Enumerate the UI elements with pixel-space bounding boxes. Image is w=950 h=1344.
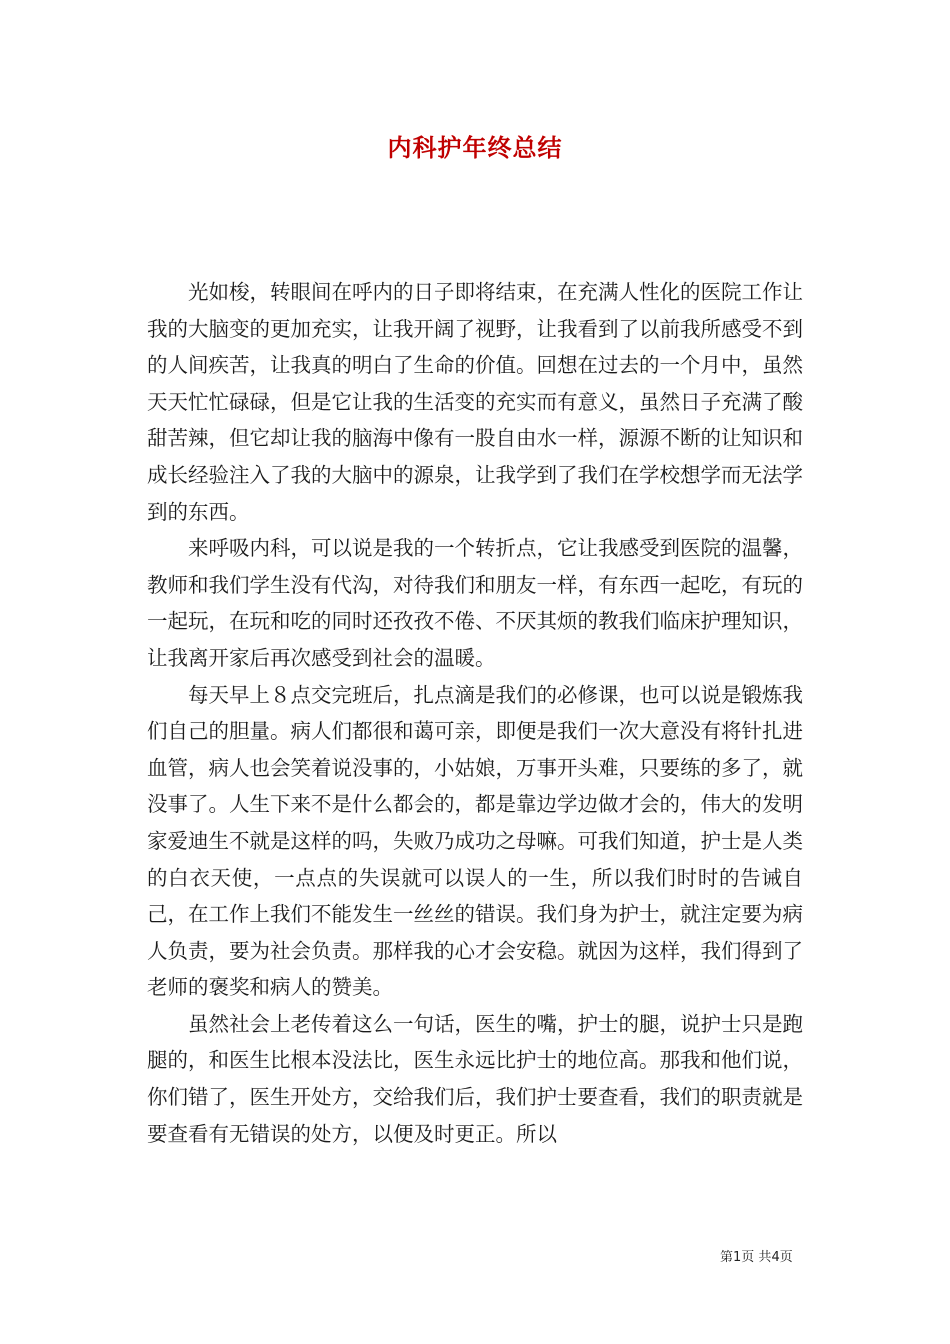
page-title: 内科护年终总结 — [387, 133, 563, 162]
footer-middle: 页 共 — [741, 1250, 772, 1265]
paragraph: 每天早上８点交完班后，扎点滴是我们的必修课，也可以说是锻炼我们自己的胆量。病人们都很和蔼可亲，即便是我们一次大意没有将针扎进血管，病人也会笑着说没事的，小姑娘，万事开头难，只要练的多了，就没事了。人生下来不是什么都会的，都是靠边学边做才会的，伟大的发明家爱迪生不就是这样的吗，失败乃成功之母嘛。可我们知道，护士是人类的白衣天使，一点点的失误就可以误人的一生，所以我们时时的告诫自己，在工作上我们不能发生一丝丝的错误。我们身为护士，就注定要为病人负责，要为社会负责。那样我的心才会安稳。就因为这样，我们得到了老师的褒奖和病人的赞美。 — [147, 682, 803, 1000]
paragraph: 虽然社会上老传着这么一句话，医生的嘴，护士的腿，说护士只是跑腿的，和医生比根本没法比，医生永远比护士的地位高。那我和他们说，你们错了，医生开处方，交给我们后，我们护士要查看，我们的职责就是要查看有无错误的处方，以便及时更正。所以 — [147, 1011, 803, 1146]
footer-prefix: 第 — [720, 1250, 734, 1265]
current-page-number: 1 — [733, 1250, 742, 1265]
footer-suffix: 页 — [779, 1250, 793, 1265]
paragraph: 来呼吸内科，可以说是我的一个转折点，它让我感受到医院的温馨，教师和我们学生没有代沟，对待我们和朋友一样，有东西一起吃，有玩的一起玩，在玩和吃的同时还孜孜不倦、不厌其烦的教我们临床护理知识，让我离开家后再次感受到社会的温暖。 — [147, 536, 803, 670]
document-body — [147, 274, 803, 1152]
paragraph: 光如梭，转眼间在呼内的日子即将结束，在充满人性化的医院工作让我的大脑变的更加充实，让我开阔了视野，让我看到了以前我所感受不到的人间疾苦，让我真的明白了生命的价值。回想在过去的一个月中，虽然天天忙忙碌碌，但是它让我的生活变的充实而有意义，虽然日子充满了酸甜苦辣，但它却让我的脑海中像有一股自由水一样，源源不断的让知识和成长经验注入了我的大脑中的源泉，让我学到了我们在学校想学而无法学到的东西。 — [147, 280, 803, 524]
page-footer — [720, 1246, 810, 1265]
total-page-count: 4 — [771, 1250, 780, 1265]
